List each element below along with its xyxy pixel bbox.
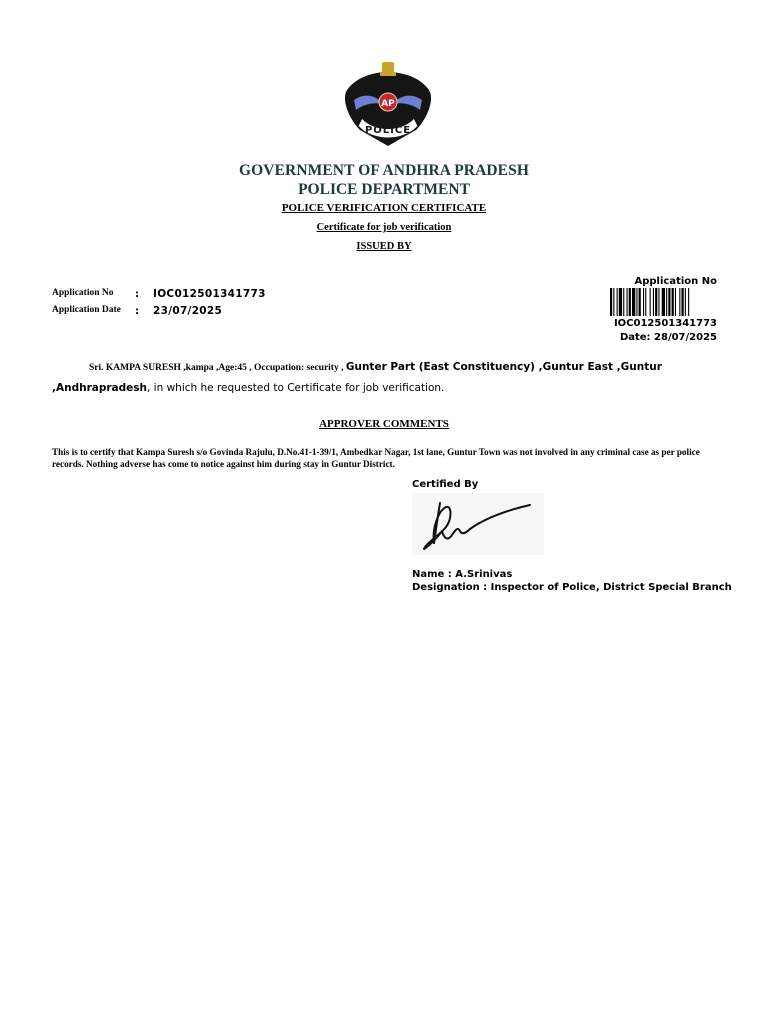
application-number-value: IOC012501341773 — [153, 288, 266, 300]
certifier-name: Name : A.Srinivas — [412, 569, 513, 580]
approver-comment-text: This is to certify that Kampa Suresh s/o Govinda Rajulu, D.No.41-1-39/1, Ambedkar Nagar, 1st lane, Guntur Town was not involved in any criminal case as per police records. Nothing adverse has come to notice against him during stay in Guntur District. — [52, 447, 700, 469]
certifier-designation: Designation : Inspector of Police, District Special Branch — [412, 582, 732, 593]
svg-text:POLICE: POLICE — [364, 125, 412, 136]
barcode-code: IOC012501341773 — [613, 318, 717, 329]
subject-line-2 — [52, 382, 444, 394]
government-title: GOVERNMENT OF ANDHRA PRADESH — [238, 162, 529, 179]
department-title: POLICE DEPARTMENT — [298, 181, 470, 198]
ap-police-emblem-icon — [340, 58, 436, 150]
issued-by-heading: ISSUED BY — [356, 241, 412, 252]
subject-address-line2: ,Andhrapradesh — [52, 382, 147, 394]
barcode-icon — [610, 288, 722, 316]
approver-comments-heading: APPROVER COMMENTS — [319, 418, 449, 430]
subject-prefix: Sri. KAMPA SURESH ,kampa ,Age:45 , Occupation: security , — [89, 363, 346, 373]
barcode-date: Date: 28/07/2025 — [619, 332, 717, 343]
application-date-colon: : — [135, 306, 139, 317]
application-date-label: Application Date — [52, 305, 121, 315]
signature-icon — [412, 493, 544, 555]
certificate-subtitle: Certificate for job verification — [316, 222, 452, 233]
certificate-title: POLICE VERIFICATION CERTIFICATE — [281, 202, 487, 214]
barcode-label: Application No — [634, 276, 717, 287]
subject-address-line1: Gunter Part (East Constituency) ,Guntur East ,Guntur — [345, 361, 662, 373]
subject-suffix: , in which he requested to Certificate for job verification. — [147, 382, 445, 394]
application-number-colon: : — [135, 289, 139, 300]
application-date-value: 23/07/2025 — [153, 305, 223, 317]
svg-text:AP: AP — [381, 99, 395, 109]
application-number-label: Application No — [52, 288, 114, 298]
subject-line-1 — [89, 361, 662, 373]
certified-by-label: Certified By — [412, 479, 479, 490]
